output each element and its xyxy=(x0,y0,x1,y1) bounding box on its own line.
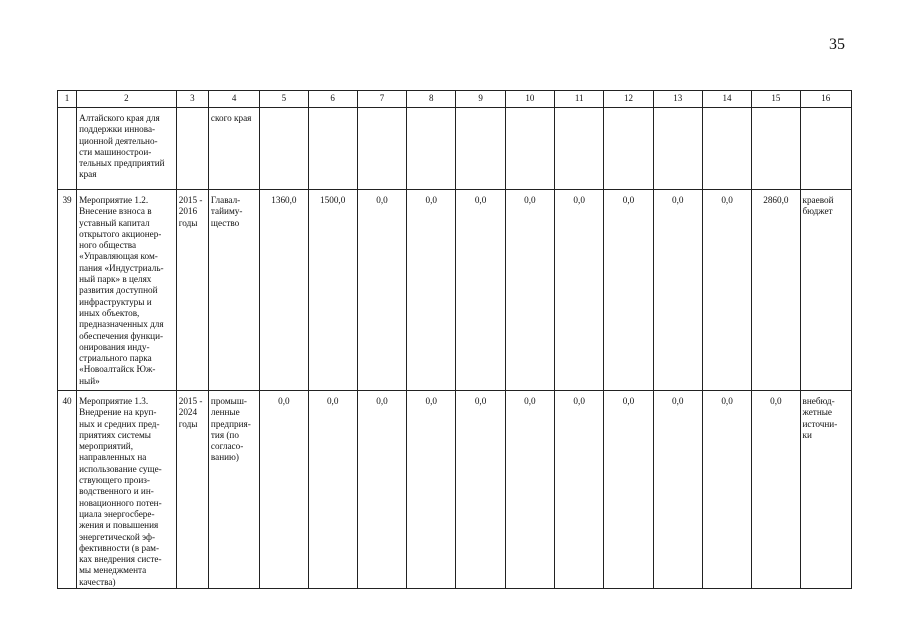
program-table xyxy=(57,90,852,589)
row-value: 0,0 xyxy=(357,190,406,391)
row-value: 0,0 xyxy=(505,190,554,391)
row-value xyxy=(653,108,702,190)
row-value xyxy=(308,108,357,190)
row-value xyxy=(702,108,751,190)
header-cell: 12 xyxy=(604,91,653,108)
header-cell: 11 xyxy=(555,91,604,108)
row-value: 0,0 xyxy=(407,391,456,589)
row-years xyxy=(176,108,208,190)
header-cell: 7 xyxy=(357,91,406,108)
row-executor: промыш- ленные предприя- тия (по согласо- ванию) xyxy=(208,391,259,589)
table-row xyxy=(58,108,852,190)
row-value xyxy=(752,108,800,190)
row-value xyxy=(357,108,406,190)
row-value xyxy=(555,108,604,190)
row-value xyxy=(456,108,505,190)
row-value: 0,0 xyxy=(702,391,751,589)
row-value: 2860,0 xyxy=(752,190,800,391)
row-value: 0,0 xyxy=(555,391,604,589)
header-cell: 2 xyxy=(77,91,177,108)
row-value: 0,0 xyxy=(308,391,357,589)
row-value: 0,0 xyxy=(456,190,505,391)
table-row xyxy=(58,190,852,391)
row-number: 39 xyxy=(58,190,77,391)
row-number xyxy=(58,108,77,190)
header-cell: 5 xyxy=(260,91,308,108)
header-cell: 15 xyxy=(752,91,800,108)
row-executor: ского края xyxy=(208,108,259,190)
row-years: 2015 - 2016 годы xyxy=(176,190,208,391)
row-source xyxy=(800,108,852,190)
row-value: 1500,0 xyxy=(308,190,357,391)
header-cell: 13 xyxy=(653,91,702,108)
header-cell: 6 xyxy=(308,91,357,108)
row-value: 0,0 xyxy=(555,190,604,391)
row-value: 0,0 xyxy=(702,190,751,391)
header-row xyxy=(58,91,852,108)
row-value xyxy=(505,108,554,190)
row-number: 40 xyxy=(58,391,77,589)
row-value xyxy=(260,108,308,190)
header-cell: 8 xyxy=(407,91,456,108)
row-years: 2015 - 2024 годы xyxy=(176,391,208,589)
row-value: 0,0 xyxy=(653,391,702,589)
header-cell: 14 xyxy=(702,91,751,108)
row-value xyxy=(604,108,653,190)
row-value: 0,0 xyxy=(456,391,505,589)
row-description: Мероприятие 1.2. Внесение взноса в уставный капитал открытого акционер- ного общества «Управляющая ком- пания «Индустриаль- ный парк» в целях развития доступной инфраструктуры и иных объектов, предназначенных для обеспечения функци- онирования инду- стриального парка «Новоалтайск Юж- ный» xyxy=(77,190,177,391)
row-value: 0,0 xyxy=(505,391,554,589)
row-value: 0,0 xyxy=(653,190,702,391)
header-cell: 4 xyxy=(208,91,259,108)
header-cell: 9 xyxy=(456,91,505,108)
table-row xyxy=(58,391,852,589)
row-value: 0,0 xyxy=(752,391,800,589)
row-description: Алтайского края для поддержки иннова- ционной деятельно- сти машинострои- тельных предприятий края xyxy=(77,108,177,190)
row-value: 0,0 xyxy=(604,190,653,391)
header-cell: 16 xyxy=(800,91,852,108)
row-value: 0,0 xyxy=(604,391,653,589)
header-cell: 10 xyxy=(505,91,554,108)
header-cell: 1 xyxy=(58,91,77,108)
row-value xyxy=(407,108,456,190)
row-description: Мероприятие 1.3. Внедрение на круп- ных и средних пред- приятиях системы мероприятий, направленных на использование суще- ствующего произ- водственного и ин- новационного потен- циала энергосбере- жения и повышения энергетической эф- фективности (в рам- ках внедрения систе- мы менеджмента качества) xyxy=(77,391,177,589)
page-number: 35 xyxy=(829,36,845,53)
row-value: 1360,0 xyxy=(260,190,308,391)
header-cell: 3 xyxy=(176,91,208,108)
row-source: краевой бюджет xyxy=(800,190,852,391)
row-value: 0,0 xyxy=(407,190,456,391)
row-value: 0,0 xyxy=(260,391,308,589)
row-value: 0,0 xyxy=(357,391,406,589)
row-executor: Главал- тайиму- щество xyxy=(208,190,259,391)
row-source: внебюд- жетные источни- ки xyxy=(800,391,852,589)
